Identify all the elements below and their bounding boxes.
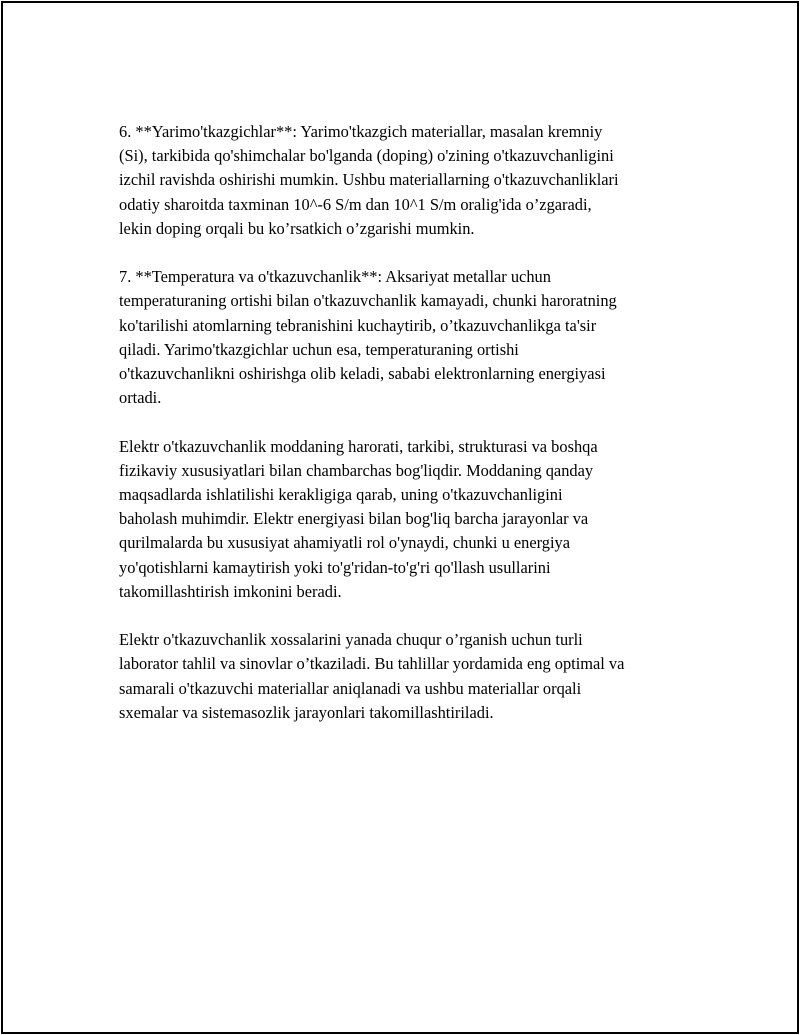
document-page <box>1 1 799 1034</box>
text-line: Elektr o'tkazuvchanlik moddaning harorati, tarkibi, strukturasi va boshqa <box>119 436 598 456</box>
paragraph-summary <box>119 435 699 604</box>
text-line: temperaturaning ortishi bilan o'tkazuvchanlik kamayadi, chunki haroratning <box>119 291 617 311</box>
text-line: Elektr o'tkazuvchanlik xossalarini yanada chuqur o’rganish uchun turli <box>119 630 583 650</box>
text-line: maqsadlarda ishlatilishi kerakligiga qarab, uning o'tkazuvchanligini <box>119 485 563 505</box>
text-line: qiladi. Yarimo'tkazgichlar uchun esa, temperaturaning ortishi <box>119 339 519 359</box>
text-line: fizikaviy xususiyatlari bilan chambarchas bog'liqdir. Moddaning qanday <box>119 460 594 480</box>
text-line: baholash muhimdir. Elektr energiyasi bilan bog'liq barcha jarayonlar va <box>119 509 589 529</box>
text-line: qurilmalarda bu xususiyat ahamiyatli rol o'ynaydi, chunki u energiya <box>119 533 571 553</box>
text-line: odatiy sharoitda taxminan 10^-6 S/m dan 10^1 S/m oralig'ida o’zgaradi, <box>119 194 592 214</box>
paragraph-semiconductors <box>119 120 699 241</box>
text-line: laborator tahlil va sinovlar o’tkaziladi. Bu tahlillar yordamida eng optimal va <box>119 654 625 674</box>
text-line: yo'qotishlarni kamaytirish yoki to'g'ridan-to'g'ri qo'llash usullarini <box>119 557 551 577</box>
text-line: sxemalar va sistemasozlik jarayonlari takomillashtiriladi. <box>119 702 494 722</box>
text-line: o'tkazuvchanlikni oshirishga olib keladi, sababi elektronlarning energiyasi <box>119 364 606 384</box>
text-line: takomillashtirish imkonini beradi. <box>119 581 342 601</box>
text-line: (Si), tarkibida qo'shimchalar bo'lganda (doping) o'zining o'tkazuvchanligini <box>119 146 614 166</box>
text-line: 7. **Temperatura va o'tkazuvchanlik**: Aksariyat metallar uchun <box>119 267 551 287</box>
paragraph-research <box>119 628 699 725</box>
text-line: 6. **Yarimo'tkazgichlar**: Yarimo'tkazgich materiallar, masalan kremniy <box>119 122 603 141</box>
paragraph-temperature <box>119 265 699 410</box>
document-body <box>119 120 699 749</box>
text-line: samarali o'tkazuvchi materiallar aniqlanadi va ushbu materiallar orqali <box>119 678 582 698</box>
text-line: ortadi. <box>119 388 162 408</box>
text-line: lekin doping orqali bu ko’rsatkich o’zgarishi mumkin. <box>119 218 475 238</box>
text-line: izchil ravishda oshirishi mumkin. Ushbu materiallarning o'tkazuvchanliklari <box>119 170 619 190</box>
text-line: ko'tarilishi atomlarning tebranishini kuchaytirib, o’tkazuvchanlikga ta'sir <box>119 315 597 335</box>
